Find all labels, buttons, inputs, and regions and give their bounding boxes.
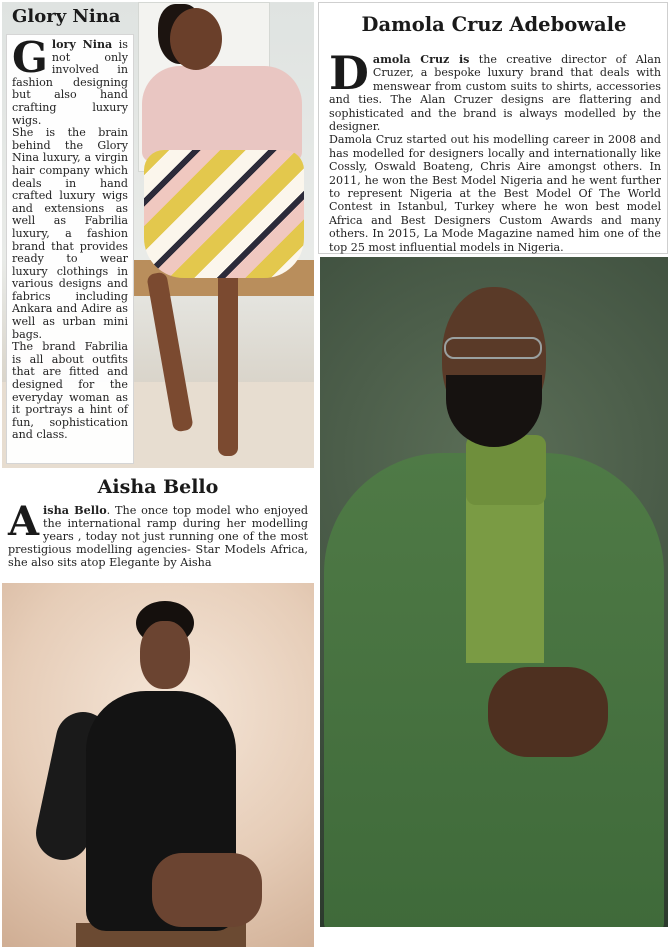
bold-lead: lory Nina bbox=[51, 38, 113, 51]
model-hands bbox=[488, 667, 608, 757]
bio-text: . The once top model who enjoyed the international ramp during her modelling years , today not just running one of the most prestigious modelling agencies- Star Models Africa, she also sits atop Elegante by Aisha bbox=[8, 504, 308, 569]
damola-cruz-article bbox=[318, 2, 668, 254]
glory-bio-paragraph: The brand Fabrilia is all about outfits that are fitted and designed for the everyday woman as it portrays a hint of fun, sophistication and class. bbox=[12, 340, 128, 442]
model-head bbox=[140, 621, 190, 689]
drop-cap: D bbox=[329, 46, 369, 100]
bio-text: is not only involved in fashion designing but also hand crafting luxury wigs. bbox=[12, 38, 128, 127]
ruffled-skirt bbox=[144, 150, 304, 278]
pink-blouse bbox=[142, 66, 302, 162]
model-leg bbox=[218, 270, 238, 456]
damola-cruz-title: Damola Cruz Adebowale bbox=[361, 13, 627, 36]
aisha-bello-bio bbox=[8, 498, 308, 569]
bold-lead: amola Cruz is bbox=[372, 53, 470, 66]
model-legs bbox=[152, 853, 262, 927]
aisha-bello-title: Aisha Bello bbox=[97, 476, 219, 498]
drop-cap: G bbox=[12, 33, 48, 82]
damola-bio-paragraph bbox=[329, 46, 662, 134]
damola-cruz-photo bbox=[320, 257, 668, 927]
damola-cruz-bio bbox=[329, 46, 662, 254]
glory-bio-paragraph bbox=[12, 33, 128, 127]
model-head bbox=[170, 8, 222, 70]
bio-text: the creative director of Alan Cruzer, a bespoke luxury brand that deals with menswear from custom suits to shirts, accessories and ties. The Alan Cruzer designs are flattering and sophisticated and the brand is always modelled by the designer. bbox=[329, 53, 662, 134]
glory-bio-paragraph: She is the brain behind the Glory Nina luxury, a virgin hair company which deals in hand crafted luxury wigs and extensions as well as Fabrilia luxury, a fashion brand that provides ready to wear luxury clothings in various designs and fabrics including Ankara and Adire as well as urban mini bags. bbox=[12, 126, 128, 341]
turtleneck-collar bbox=[466, 435, 546, 505]
drop-cap: A bbox=[8, 498, 40, 545]
bold-lead: isha Bello bbox=[43, 503, 107, 517]
glasses-icon bbox=[444, 337, 542, 359]
damola-bio-paragraph: Damola Cruz started out his modelling career in 2008 and has modelled for designers locally and internationally like Cossly, Oswald Boateng, Chris Aire amongst others. In 2011, he won the Best Model Nigeria and he went further to represent Nigeria at the Best Model Of The World Contest in Istanbul, Turkey where he won best model Africa and Best Designers Custom Awards and many others. In 2015, La Mode Magazine named him one of the top 25 most influential models in Nigeria. bbox=[329, 133, 661, 254]
glory-nina-bio bbox=[6, 34, 134, 464]
aisha-bello-photo bbox=[2, 583, 314, 947]
glory-nina-title: Glory Nina bbox=[12, 6, 121, 27]
